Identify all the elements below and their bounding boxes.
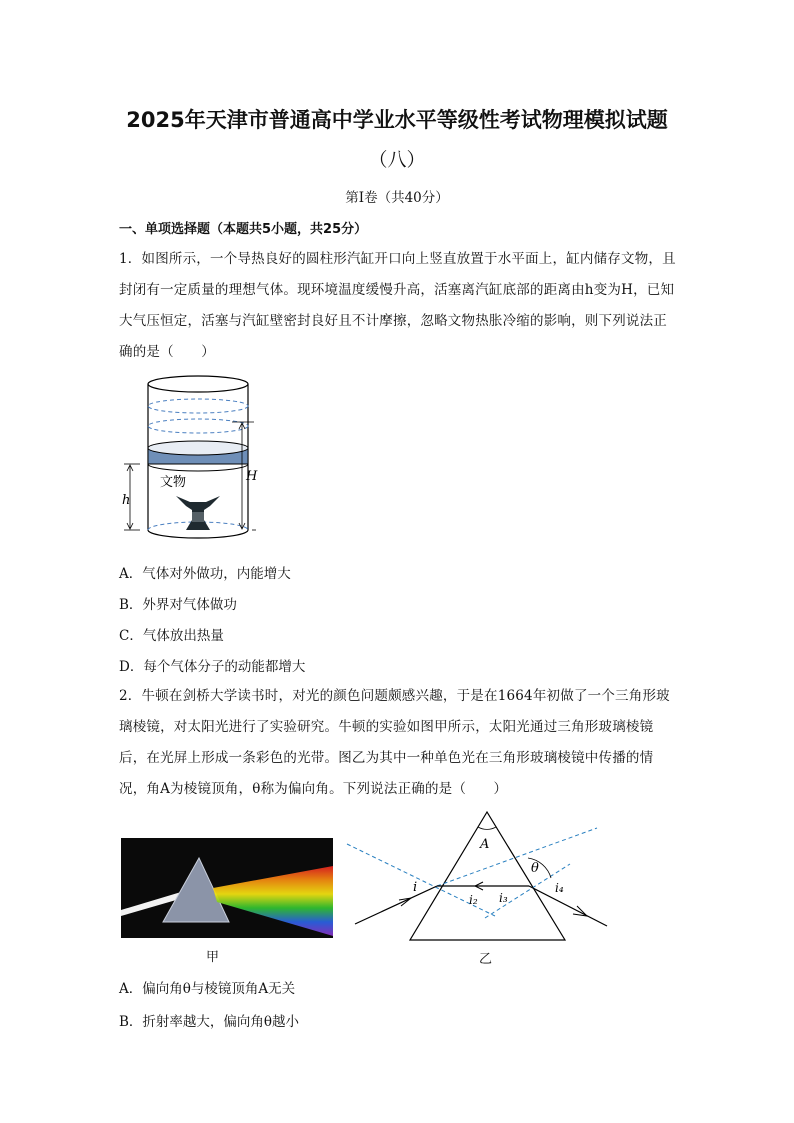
volume-heading: 第Ⅰ卷（共40分） [345, 190, 449, 206]
page-title: 2025年天津市普通高中学业水平等级性考试物理模拟试题 [126, 108, 668, 132]
label-i4: i₄ [555, 881, 564, 895]
label-apex-A: A [480, 837, 490, 852]
q2-option-a: A．偏向角θ与棱镜顶角A无关 [119, 981, 296, 997]
q1-option-b: B．外界对气体做功 [119, 597, 237, 613]
q1-option-d: D．每个气体分子的动能都增大 [119, 659, 306, 675]
q1-stem: 1．如图所示，一个导热良好的圆柱形汽缸开口向上竖直放置于水平面上，缸内储存文物，且封闭有一定质量的理想气体。现环境温度缓慢升高，活塞离汽缸底部的距离由h变为H，已知大气压恒定，活塞与汽缸壁密封良好且不计摩擦，忽略文物热胀冷缩的影响，则下列说法正确的是（ ） [119, 251, 676, 360]
label-i2: i₂ [469, 893, 478, 907]
section-heading: 一、单项选择题（本题共5小题，共25分） [119, 222, 368, 237]
q2-option-b: B．折射率越大，偏向角θ越小 [119, 1014, 300, 1030]
cylinder-figure [118, 372, 268, 552]
caption-b: 乙 [479, 952, 493, 967]
label-i3: i₃ [499, 891, 508, 905]
label-h: h [122, 493, 131, 508]
prism-photo [121, 838, 333, 938]
page-title-part2: （八） [368, 149, 426, 171]
q1-option-c: C．气体放出热量 [119, 628, 224, 644]
q2-stem: 2．牛顿在剑桥大学读书时，对光的颜色问题颇感兴趣，于是在1664年初做了一个三角形玻璃棱镜，对太阳光进行了实验研究。牛顿的实验如图甲所示，太阳光通过三角形玻璃棱镜后，在光屏上形成一条彩色的光带。图乙为其中一种单色光在三角形玻璃棱镜中传播的情况，角A为棱镜顶角，θ称为偏向角。下列说法正确的是（ ） [119, 688, 670, 797]
label-i: i [413, 880, 418, 895]
q1-option-a: A．气体对外做功，内能增大 [119, 566, 291, 582]
caption-a: 甲 [206, 950, 220, 965]
artifact-vessel-icon [176, 496, 220, 530]
label-theta: θ [531, 861, 539, 876]
label-artifact: 文物 [160, 475, 187, 490]
label-H: H [246, 469, 258, 484]
prism-diagram [345, 808, 610, 943]
